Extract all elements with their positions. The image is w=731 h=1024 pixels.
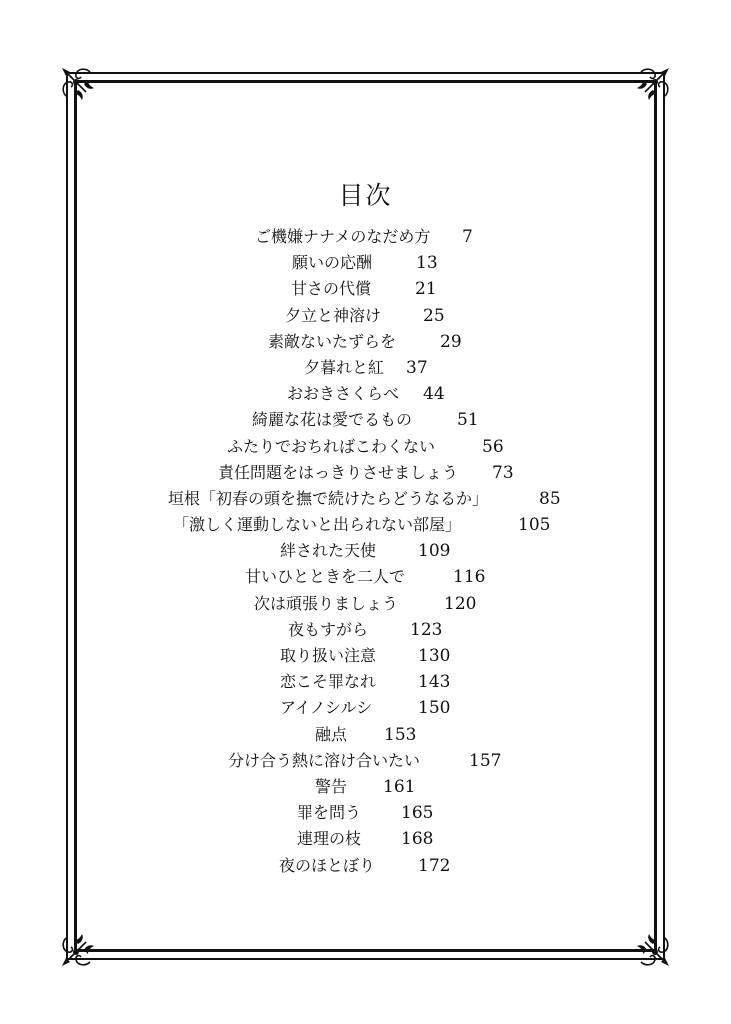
toc-entry[interactable] [0, 643, 731, 669]
toc-entry-title: 綺麗な花は愛でるもの [252, 410, 413, 430]
toc-entry-page: 161 [383, 776, 416, 797]
toc-entry-page: 56 [482, 436, 504, 457]
toc-entry-page: 109 [418, 541, 451, 562]
toc-entry-title: 恋こそ罪なれ [280, 672, 377, 692]
toc-entry[interactable] [0, 381, 731, 407]
toc-entry[interactable] [0, 250, 731, 276]
toc-entry-title: 願いの応酬 [292, 253, 373, 273]
toc-entry-page: 85 [539, 488, 561, 509]
toc-entry-title: 夕暮れと紅 [304, 357, 385, 377]
toc-entry[interactable] [0, 276, 731, 302]
toc-entry-title: 次は頑張りましょう [254, 593, 399, 613]
toc-entry-page: 120 [444, 593, 477, 614]
corner-ornament-icon [56, 928, 100, 972]
toc-entry-page: 172 [418, 855, 451, 876]
toc-entry-page: 7 [462, 227, 473, 247]
toc-entry-page: 21 [415, 279, 437, 300]
toc-entry-title: 罪を問う [297, 803, 362, 823]
toc-entry[interactable] [0, 303, 731, 329]
toc-entry-title: 警告 [315, 776, 348, 796]
toc-entry[interactable] [0, 748, 731, 774]
toc-entry-title: 垣根「初春の頭を撫で続けたらどうなるか」 [168, 488, 489, 508]
toc-entry-title: 夕立と神溶け [285, 305, 382, 325]
toc-entry-page: 51 [457, 410, 479, 431]
toc-entry-page: 123 [410, 619, 443, 640]
page-title: 目次 [338, 181, 393, 210]
toc-entry-title: 夜もすがら [288, 619, 369, 639]
toc-entry[interactable] [0, 591, 731, 617]
toc-entry-title: 「激しく運動しないと出られない部屋」 [173, 515, 462, 535]
toc-entry-title: 素敵ないたずらを [268, 331, 397, 351]
toc-entry-page: 73 [492, 462, 514, 483]
corner-ornament-icon [631, 62, 675, 106]
toc-entry-page: 29 [440, 331, 462, 352]
toc-entry-page: 25 [423, 305, 445, 326]
toc-entry[interactable] [0, 407, 731, 433]
toc-entry-title: 夜のほとぼり [279, 855, 376, 875]
toc-entry[interactable] [0, 617, 731, 643]
toc-entry[interactable] [0, 486, 731, 512]
toc-entry-title: ふたりでおちればこわくない [227, 436, 436, 456]
toc-entry[interactable] [0, 722, 731, 748]
toc-entry[interactable] [0, 774, 731, 800]
toc-entry[interactable] [0, 800, 731, 826]
toc-entry-page: 44 [423, 384, 445, 405]
toc-entry-page: 153 [384, 724, 417, 745]
toc-entry-title: 分け合う熱に溶け合いたい [228, 750, 421, 770]
toc-entry-title: 連理の枝 [297, 829, 362, 849]
toc-entry-title: 甘さの代償 [291, 279, 372, 299]
toc-entry[interactable] [0, 564, 731, 590]
toc-entry[interactable] [0, 669, 731, 695]
toc-entry-page: 165 [401, 803, 434, 824]
toc-list [0, 224, 731, 879]
toc-entry-title: アイノシルシ [280, 698, 373, 718]
toc-entry-title: 取り扱い注意 [280, 646, 377, 665]
toc-entry-title: 甘いひとときを二人で [245, 567, 406, 587]
toc-entry-page: 157 [469, 750, 502, 771]
toc-entry[interactable] [0, 853, 731, 879]
corner-ornament-icon [631, 928, 675, 972]
toc-entry-title: 責任問題をはっきりさせましょう [218, 462, 459, 482]
toc-entry-page: 37 [406, 357, 428, 378]
toc-entry[interactable] [0, 695, 731, 721]
toc-entry-page: 13 [416, 253, 438, 274]
toc-entry-page: 150 [418, 698, 451, 719]
toc-entry[interactable] [0, 460, 731, 486]
corner-ornament-icon [56, 62, 100, 106]
toc-entry[interactable] [0, 538, 731, 564]
toc-entry[interactable] [0, 434, 731, 460]
toc-entry-title: ご機嫌ナナメのなだめ方 [255, 227, 431, 246]
toc-entry[interactable] [0, 355, 731, 381]
toc-entry-page: 168 [401, 829, 434, 850]
toc-entry[interactable] [0, 826, 731, 852]
toc-entry-page: 116 [453, 567, 486, 588]
toc-entry[interactable] [0, 329, 731, 355]
toc-entry-title: 絆された天使 [280, 541, 377, 561]
toc-entry[interactable] [0, 512, 731, 538]
toc-entry-title: 融点 [315, 724, 348, 744]
toc-entry[interactable] [0, 224, 731, 250]
toc-entry-title: おおきさくらべ [287, 384, 400, 404]
toc-entry-page: 105 [518, 515, 551, 536]
toc-entry-page: 130 [418, 646, 451, 666]
toc-entry-page: 143 [418, 672, 451, 693]
